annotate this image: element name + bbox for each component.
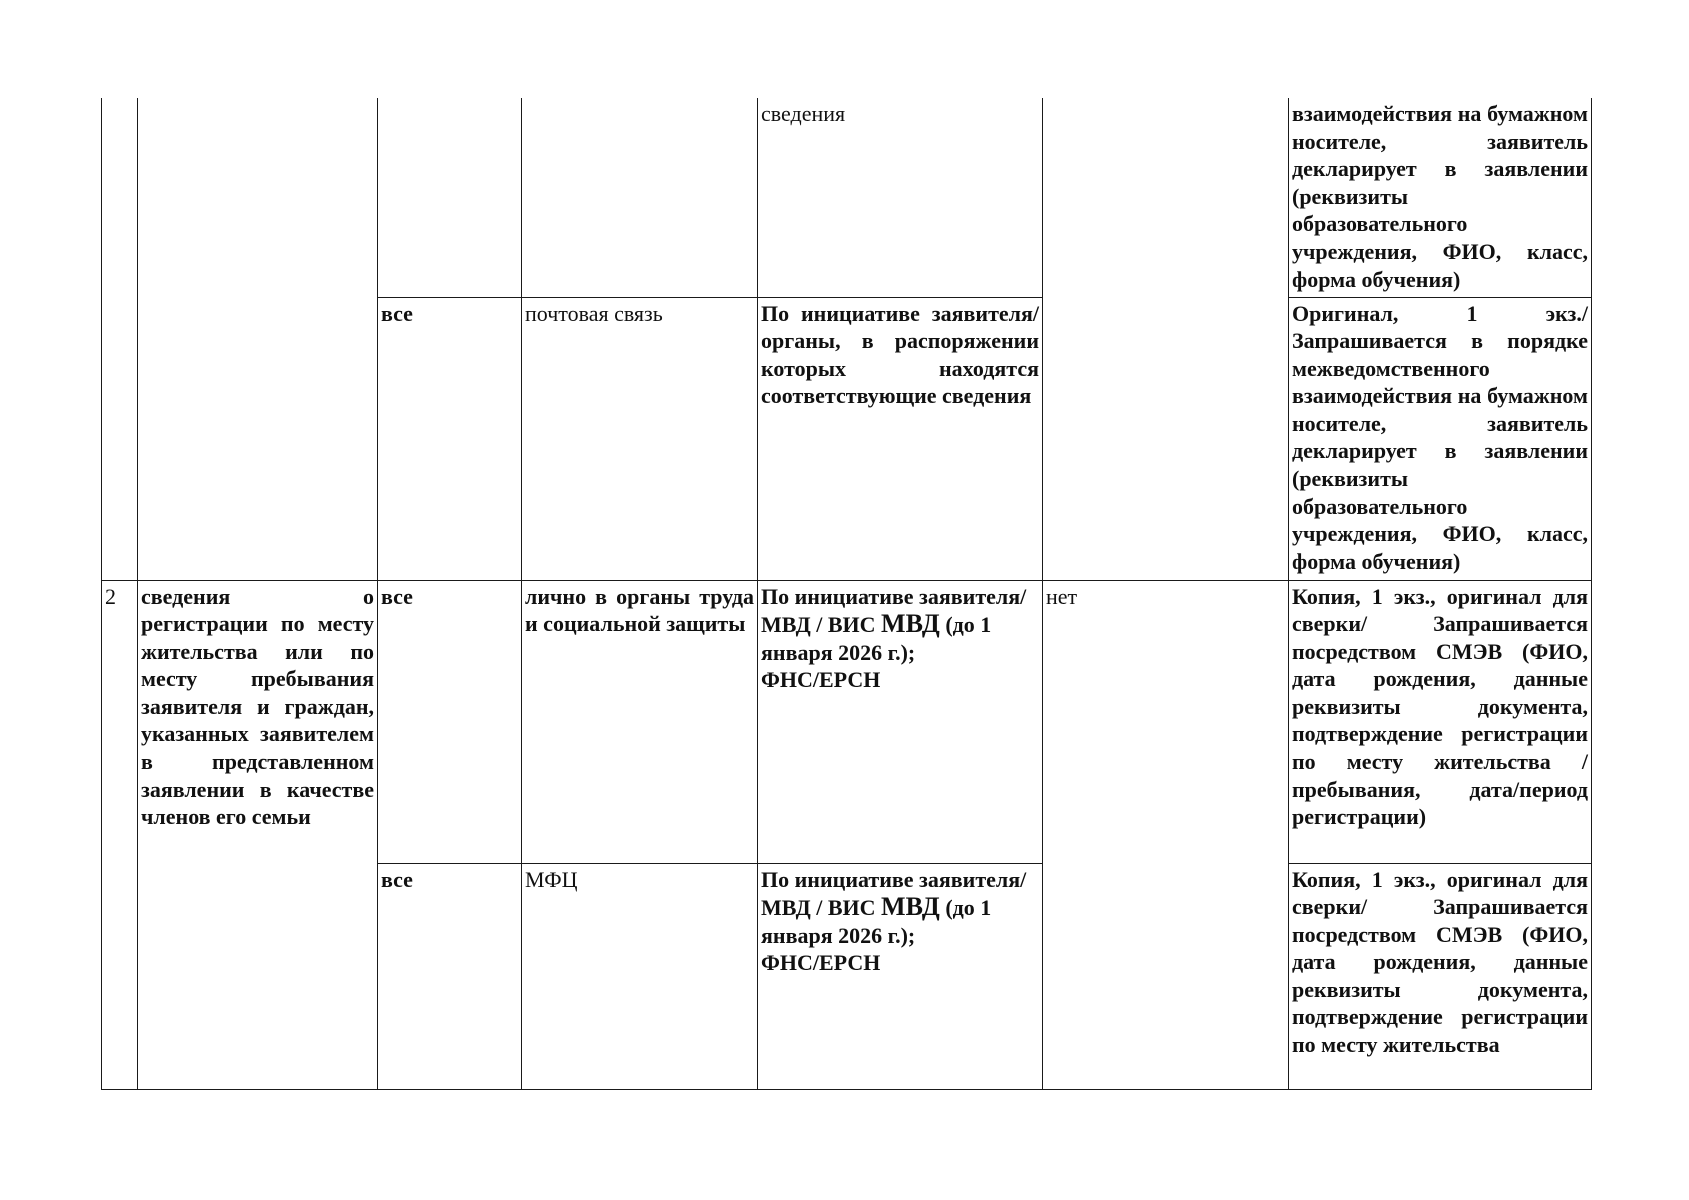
table-row: [102, 98, 1592, 297]
cell-category: все: [378, 580, 522, 863]
cell-category: все: [378, 863, 522, 1089]
cell-source: [758, 580, 1043, 863]
source-fragment: МВД / ВИС: [761, 612, 882, 638]
cell-number: [102, 98, 138, 580]
cell-requirement: [1043, 98, 1289, 580]
source-fragment: МВД: [881, 892, 940, 922]
cell-category: все: [378, 297, 522, 580]
source-line: По инициативе заявителя/: [761, 583, 1027, 609]
source-line: ФНС/ЕРСН: [761, 950, 881, 976]
source-fragment: (до 1: [939, 895, 992, 921]
source-line: По инициативе заявителя/: [761, 866, 1027, 892]
cell-channel: лично в органы труда и социальной защиты: [522, 580, 758, 863]
table-row: [102, 580, 1592, 863]
source-line: [761, 610, 1039, 639]
cell-channel: [522, 98, 758, 297]
cell-source: По инициативе заявителя/ органы, в распоряжении которых находятся соответствующие сведения: [758, 297, 1043, 580]
source-line: ФНС/ЕРСН: [761, 667, 881, 693]
cell-number: 2: [102, 580, 138, 1089]
source-fragment: МВД: [881, 609, 940, 639]
source-fragment: МВД / ВИС: [761, 895, 882, 921]
source-line: января 2026 г.);: [761, 639, 916, 665]
cell-category: [378, 98, 522, 297]
cell-document: [138, 98, 378, 580]
cell-channel: МФЦ: [522, 863, 758, 1089]
cell-document: сведения о регистрации по месту жительства или по месту пребывания заявителя и граждан, указанных заявителем в представленном заявлении в качестве членов его семьи: [138, 580, 378, 1089]
cell-source: сведения: [758, 98, 1043, 297]
source-fragment: (до 1: [939, 612, 992, 638]
cell-requirement: нет: [1043, 580, 1289, 1089]
source-line: января 2026 г.);: [761, 922, 916, 948]
services-table: [101, 98, 1592, 1090]
cell-source: [758, 863, 1043, 1089]
source-line: [761, 893, 1039, 922]
cell-note: Оригинал, 1 экз./ Запрашивается в порядке межведомственного взаимодействия на бумажном носителе, заявитель декларирует в заявлении (реквизиты образовательного учреждения, ФИО, класс, форма обучения): [1289, 297, 1592, 580]
cell-note: взаимодействия на бумажном носителе, заявитель декларирует в заявлении (реквизиты образовательного учреждения, ФИО, класс, форма обучения): [1289, 98, 1592, 297]
cell-note: Копия, 1 экз., оригинал для сверки/ Запрашивается посредством СМЭВ (ФИО, дата рождения, данные реквизиты документа, подтверждение регистрации по месту жительства /пребывания, дата/период регистрации): [1289, 580, 1592, 863]
cell-note: Копия, 1 экз., оригинал для сверки/ Запрашивается посредством СМЭВ (ФИО, дата рождения, данные реквизиты документа, подтверждение регистрации по месту жительства: [1289, 863, 1592, 1089]
cell-channel: почтовая связь: [522, 297, 758, 580]
